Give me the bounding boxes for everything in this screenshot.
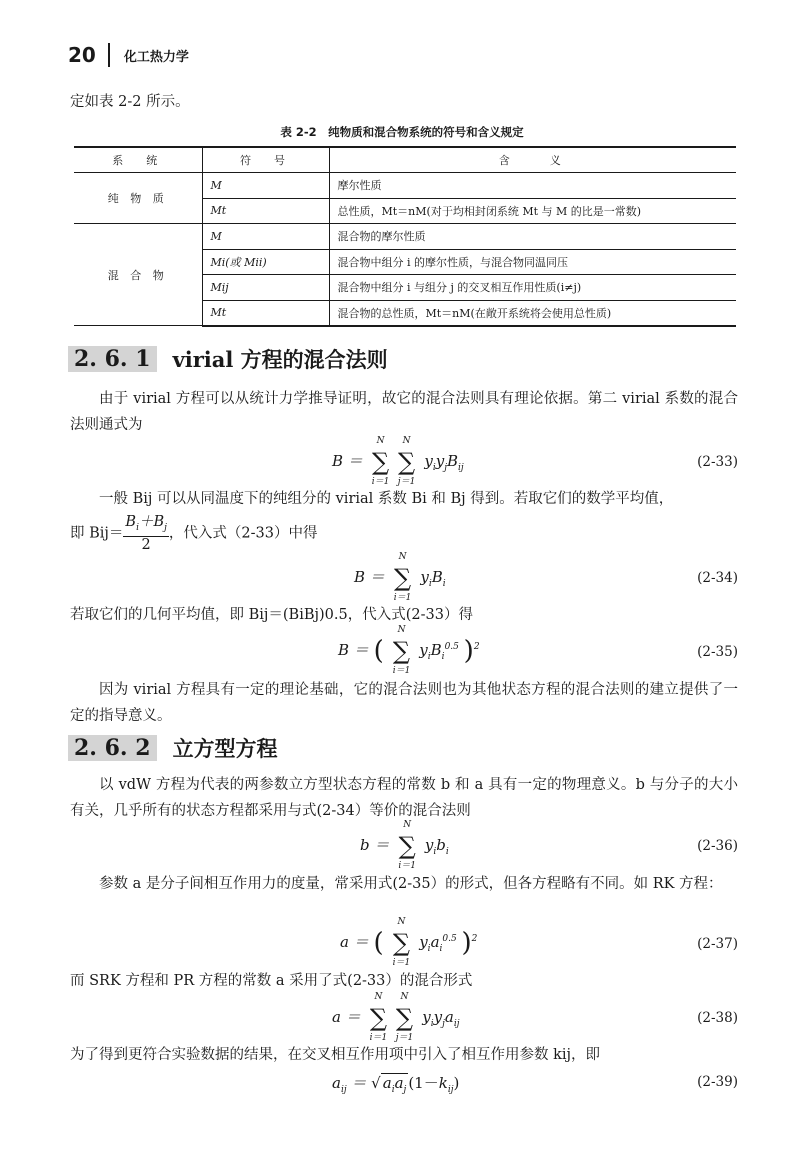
symbol-cell: Mi(或 Mii) <box>202 249 329 275</box>
header-divider <box>108 43 110 67</box>
paragraph: 由于 virial 方程可以从统计力学推导证明，故它的混合法则具有理论依据。第二 virial 系数的混合法则通式为 <box>70 391 738 433</box>
section-number: 2. 6. 1 <box>68 346 157 372</box>
table-caption: 表 2-2 纯物质和混合物系统的符号和含义规定 <box>280 125 524 139</box>
section-heading <box>70 342 388 376</box>
section-title: virial 方程的混合法则 <box>172 347 388 372</box>
section-heading <box>70 731 278 765</box>
running-title: 化工热力学 <box>123 49 189 65</box>
paragraph: 若取它们的几何平均值，即 Bij＝(BiBj)0.5，代入式(2-33）得 <box>70 607 473 623</box>
table-row <box>74 173 736 199</box>
page-header <box>68 40 189 70</box>
paragraph: 为了得到更符合实验数据的结果，在交叉相互作用项中引入了相互作用参数 kij，即 <box>70 1047 601 1063</box>
equation-2-36: b ＝ N ∑ i＝1 $y_ib_i$ (2-36) <box>360 820 738 871</box>
equation-number: (2-36) <box>697 838 738 854</box>
meaning-cell: 混合物的总性质，Mt＝nM(在敞开系统将会使用总性质) <box>329 300 736 326</box>
symbol-table <box>74 146 736 327</box>
section-title: 立方型方程 <box>172 736 278 761</box>
paragraph-continuation: 即 Bij＝ $\frac{B_i+B_j}{2}$ ，代入式（2-33）中得 <box>70 514 318 553</box>
paragraph: 参数 a 是分子间相互作用力的度量，常采用式(2-35）的形式，但各方程略有不同。如 RK 方程： <box>99 876 723 892</box>
equation-2-35: B ＝ ( N ∑ i＝1 $y_iB_i^{0.5}$ )$^2$ (2-35) <box>338 625 738 676</box>
symbol-cell: M <box>202 173 329 199</box>
section-number: 2. 6. 2 <box>68 735 157 761</box>
meaning-cell: 总性质，Mt＝nM(对于均相封闭系统 Mt 与 M 的比是一常数) <box>329 198 736 224</box>
meaning-cell: 摩尔性质 <box>329 173 736 199</box>
symbol-cell: Mij <box>202 275 329 301</box>
equation-number: (2-38) <box>697 1010 738 1026</box>
paragraph: 而 SRK 方程和 PR 方程的常数 a 采用了式(2-33）的混合形式 <box>70 973 473 989</box>
symbol-cell: Mt <box>202 300 329 326</box>
intro-line: 定如表 2-2 所示。 <box>70 94 190 110</box>
table-header-cell: 含 义 <box>329 147 736 173</box>
equation-2-34: B ＝ N ∑ i＝1 $y_iB_i$ (2-34) <box>354 552 738 603</box>
meaning-cell: 混合物中组分 i 的摩尔性质，与混合物同温同压 <box>329 249 736 275</box>
symbol-cell: Mt <box>202 198 329 224</box>
table-header-cell: 系 统 <box>74 147 202 173</box>
system-cell: 纯 物 质 <box>74 173 202 224</box>
table-header-row <box>74 147 736 173</box>
paragraph: 以 vdW 方程为代表的两参数立方型状态方程的常数 b 和 a 具有一定的物理意义。b 与分子的大小有关，几乎所有的状态方程都采用与式(2-34）等价的混合法则 <box>70 777 738 819</box>
page-number: 20 <box>68 43 96 67</box>
equation-2-39: $a_{ij}$ ＝ √ $a_ia_j$ $(1-k_{ij})$ (2-39) <box>332 1074 738 1095</box>
equation-2-33: B ＝ N ∑ i＝1 N ∑ j＝1 $y_iy_jB_{ij}$ (2-33) <box>332 436 738 487</box>
symbol-cell: M <box>202 224 329 250</box>
paragraph: 一般 Bij 可以从同温度下的纯组分的 virial 系数 Bi 和 Bj 得到。若取它们的数学平均值， <box>99 491 674 507</box>
equation-number: (2-35) <box>697 644 738 660</box>
table-row <box>74 224 736 250</box>
equation-number: (2-33) <box>697 454 738 470</box>
table-header-cell: 符 号 <box>202 147 329 173</box>
meaning-cell: 混合物中组分 i 与组分 j 的交叉相互作用性质(i≠j) <box>329 275 736 301</box>
equation-number: (2-39) <box>697 1074 738 1090</box>
equation-number: (2-37) <box>697 936 738 952</box>
paragraph: 因为 virial 方程具有一定的理论基础，它的混合法则也为其他状态方程的混合法则的建立提供了一定的指导意义。 <box>70 682 738 724</box>
equation-2-37: a ＝ ( N ∑ i＝1 $y_ia_i^{0.5}$ )$^2$ (2-37) <box>340 917 738 968</box>
meaning-cell: 混合物的摩尔性质 <box>329 224 736 250</box>
equation-2-38: a ＝ N ∑ i＝1 N ∑ j＝1 $y_iy_ja_{ij}$ (2-38) <box>332 992 738 1043</box>
system-cell: 混 合 物 <box>74 224 202 326</box>
equation-number: (2-34) <box>697 570 738 586</box>
